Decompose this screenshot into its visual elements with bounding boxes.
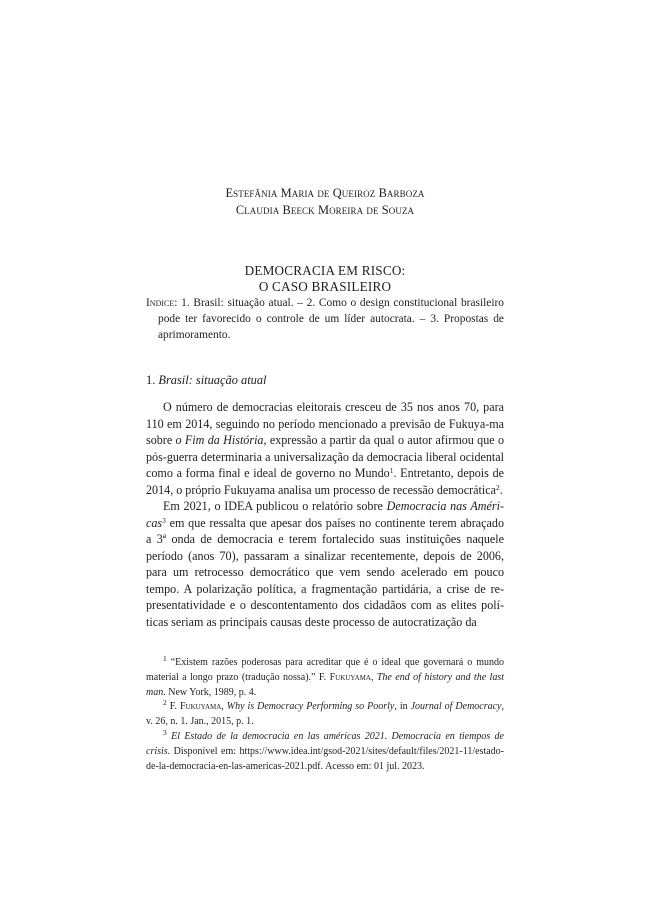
footnote-ref[interactable]: 1 [389, 466, 394, 475]
text-run: em que ressalta que apesar dos países no continente terem abraçado a 3ª onda de democracia e terem fortalecido suas instituições naquele período (anos 70), passaram a sinalizar recentemente, depois de 2006, para um retrocesso democrático que vem sendo acelerado em pouco tempo. A polarização política, a fragmentação partidária, a crise de re-presentatividade e o descontentamento dos cidadãos com as elites polí-ticas seriam as principais causas deste processo de autocratização da [146, 515, 504, 629]
journal-title: Journal of Democracy [410, 701, 502, 713]
section-number: 1. [146, 373, 159, 387]
text-run: . Entretanto, depois de 2014, o próprio Fukuyama analisa um processo de recessão democrática [146, 466, 504, 497]
text-run: , [221, 701, 227, 713]
footnote [146, 727, 504, 774]
chapter-title [146, 263, 504, 295]
footnote [146, 656, 504, 700]
paragraph [146, 399, 504, 498]
text-run: . Disponível em: https://www.idea.int/gsod-2021/sites/default/files/2021-11/estado-de-la-democracia-en-las-americas-2021.pdf. Acesso em: 01 jul. 2023. [146, 745, 504, 772]
chapter-title-line: O CASO BRASILEIRO [258, 279, 392, 294]
work-title: El Estado de la democracia en las américas 2021. Democracia en tiempos de crisis [146, 730, 504, 757]
author-name: Fukuyama [179, 701, 222, 713]
chapter-index [146, 295, 504, 344]
author-name: Fukuyama [329, 671, 371, 683]
author-block [146, 185, 504, 219]
footnote-ref[interactable]: 2 [495, 482, 500, 492]
section-heading [146, 372, 504, 388]
section-title: Brasil: situação atual [158, 373, 267, 387]
text-run: , expressão a partir da qual o autor afirmou que o pós-guerra determinaria a universalização da democracia liberal ocidental como a forma final e ideal de governo no Mundo [146, 433, 504, 480]
text-run: “Existem razões poderosas para acreditar que é o ideal que governará o mundo material a longo prazo (tradução nossa).” F. [146, 657, 504, 683]
work-title: Why is Democracy Performing so Poorly [226, 701, 395, 713]
footnotes [146, 656, 504, 774]
author-name: Claudia Beeck Moreira de Souza [235, 203, 415, 217]
text-run: , in [394, 701, 411, 713]
text-run: . New York, 1989, p. 4. [163, 686, 257, 698]
text-run: , [370, 671, 377, 683]
emphasis: o Fim da História [175, 433, 264, 447]
text-run: Em 2021, o IDEA publicou o relatório sobre [163, 499, 387, 513]
body-text [146, 399, 504, 630]
footnote [146, 700, 504, 730]
text-run: O número de democracias eleitorais cresceu de 35 nos anos 70, para 110 em 2014, seguindo no período mencionado a previsão de Fukuya-ma sobre [146, 400, 504, 447]
text-run: F. [166, 701, 180, 713]
text-run: , v. 26, n. 1. Jan., 2015, p. 1. [146, 701, 504, 728]
document-page [146, 0, 504, 919]
chapter-title-line: DEMOCRACIA EM RISCO: [244, 263, 406, 278]
footnote-mark: 1 [163, 654, 167, 663]
paragraph [146, 498, 504, 630]
index-text: 1. Brasil: situação atual. – 2. Como o design constitucional brasileiro pode ter favorecido o controle de um líder autocrata. – 3. Propostas de aprimoramento. [158, 297, 504, 342]
footnote-ref[interactable]: 3 [162, 515, 166, 525]
work-title: The end of history and the last man [146, 671, 505, 698]
emphasis: Democracia nas Améri-cas [146, 499, 505, 530]
footnote-mark: 2 [163, 698, 167, 708]
author-name: Estefânia Maria de Queiroz Barboza [225, 186, 425, 200]
footnote-mark: 3 [163, 727, 167, 737]
text-run: . [499, 482, 503, 497]
index-lead: Indice: [146, 297, 178, 309]
